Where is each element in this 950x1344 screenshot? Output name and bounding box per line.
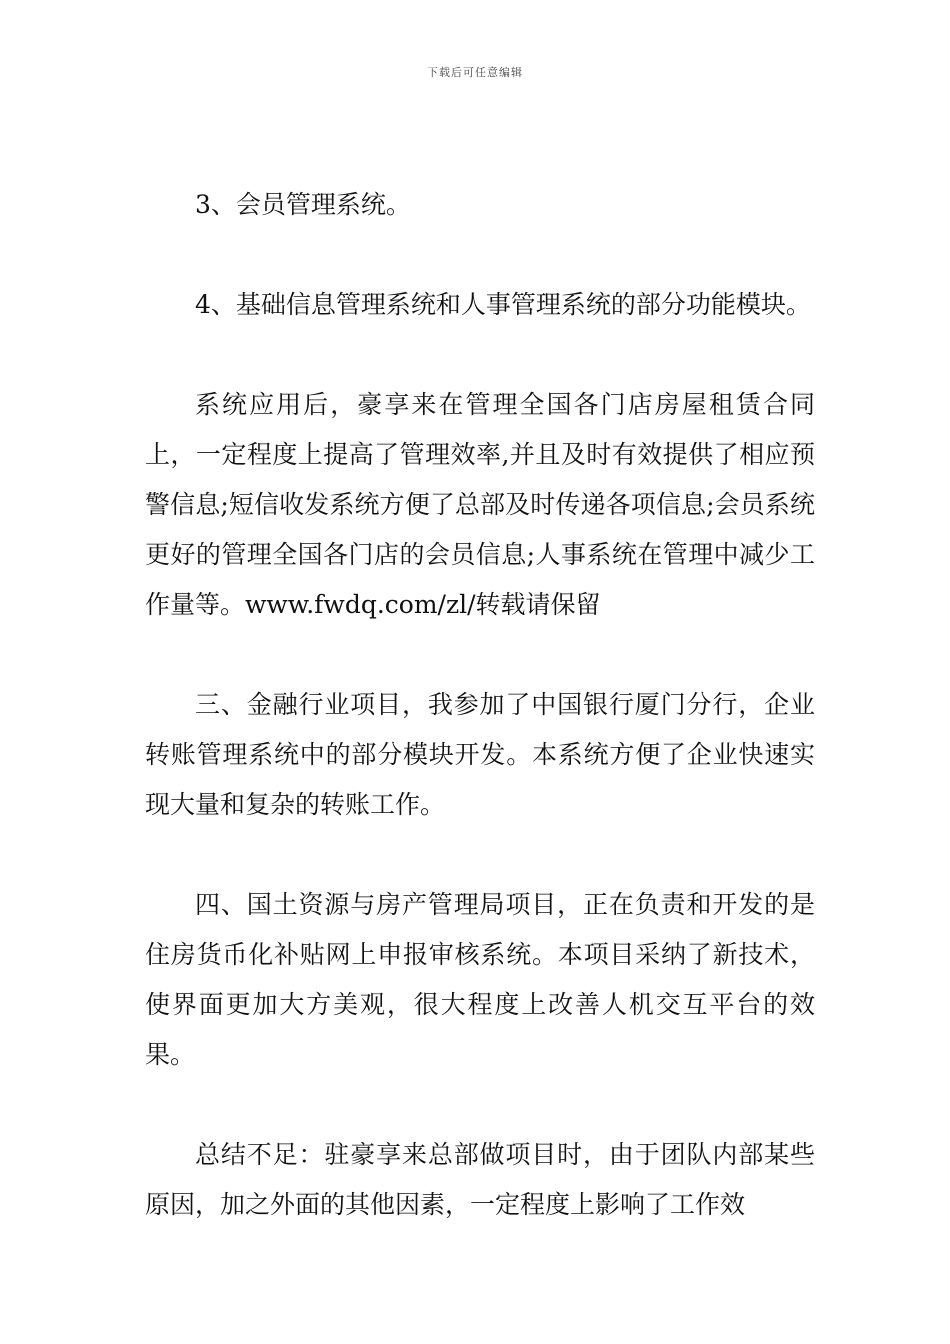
paragraph-system-application: 系统应用后，豪享来在管理全国各门店房屋租赁合同上，一定程度上提高了管理效率,并且及时有效提供了相应预警信息;短信收发系统方便了总部及时传递各项信息;会员系统更好的管理全国各门店的会员信息;人事系统在管理中减少工作量等。www.fwdq.com/zl/转载请保留 bbox=[145, 390, 815, 619]
document-body bbox=[145, 180, 815, 1230]
paragraph-membership-system: 3、会员管理系统。 bbox=[195, 190, 411, 219]
paragraph-finance-project: 三、金融行业项目，我参加了中国银行厦门分行，企业转账管理系统中的部分模块开发。本系统方便了企业快速实现大量和复杂的转账工作。 bbox=[145, 690, 815, 819]
paragraph-land-resources-project: 四、国土资源与房产管理局项目，正在负责和开发的是住房货币化补贴网上申报审核系统。本项目采纳了新技术，使界面更加大方美观，很大程度上改善人机交互平台的效果。 bbox=[145, 890, 815, 1069]
paragraph-basic-info-system: 4、基础信息管理系统和人事管理系统的部分功能模块。 bbox=[195, 290, 811, 319]
paragraph-summary-shortcomings: 总结不足：驻豪享来总部做项目时，由于团队内部某些原因，加之外面的其他因素，一定程度上影响了工作效 bbox=[145, 1140, 815, 1219]
page-header: 下载后可任意编辑 bbox=[427, 66, 523, 79]
